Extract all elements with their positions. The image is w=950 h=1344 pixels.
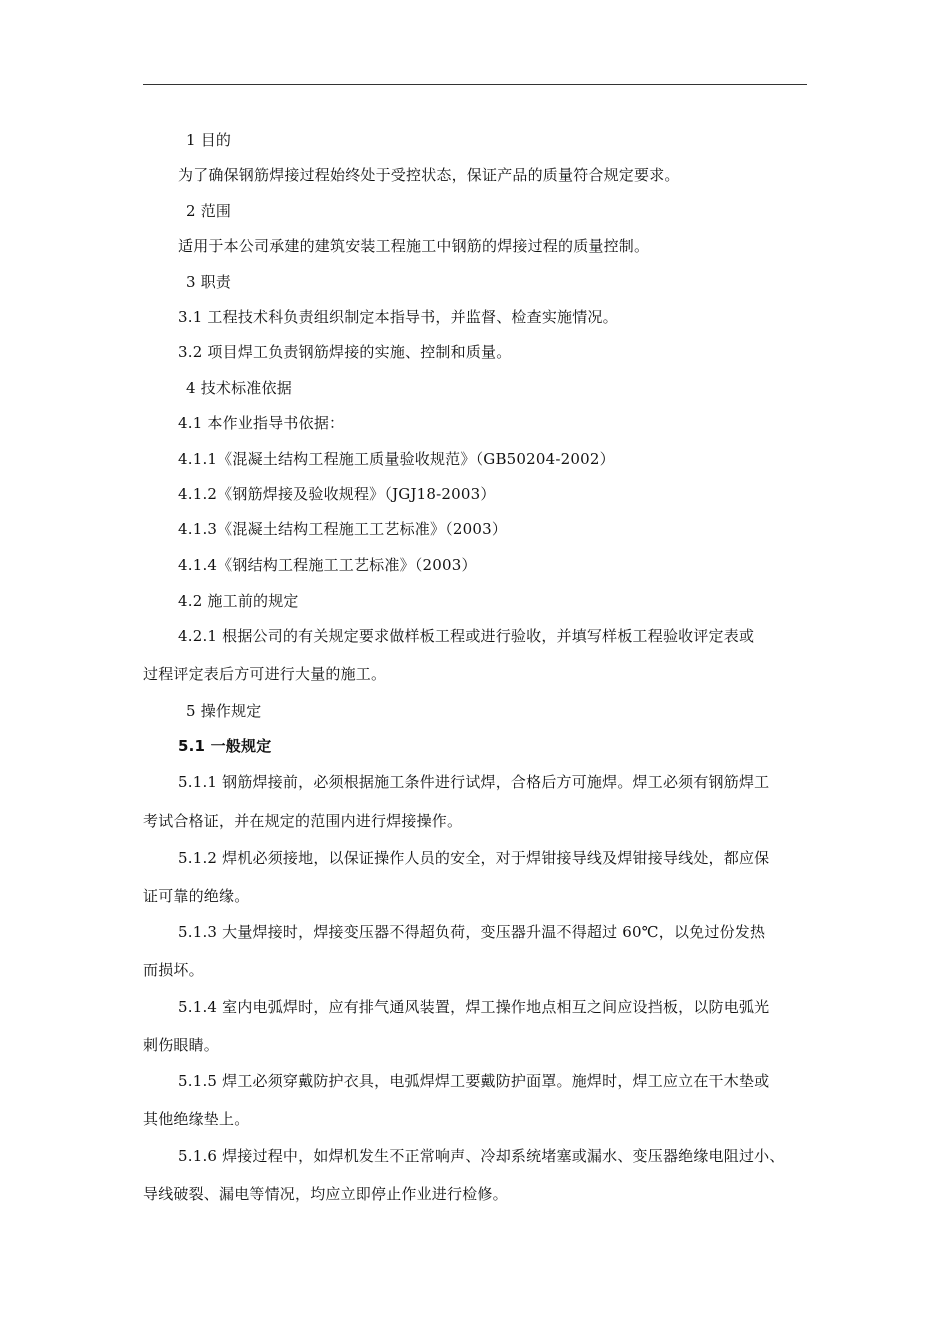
paragraph-5-1-6-line1: 5.1.6 焊接过程中，如焊机发生不正常响声、冷却系统堵塞或漏水、变压器绝缘电阻过小、 — [178, 1147, 785, 1165]
paragraph-4-2-1-line1: 4.2.1 根据公司的有关规定要求做样板工程或进行验收，并填写样板工程验收评定表或 — [178, 627, 755, 645]
header-rule — [143, 84, 807, 85]
paragraph-5-1-5-line2: 其他绝缘垫上。 — [143, 1110, 250, 1128]
paragraph-5-1-5-line1: 5.1.5 焊工必须穿戴防护衣具，电弧焊焊工要戴防护面罩。施焊时，焊工应立在干木垫或 — [178, 1072, 770, 1090]
paragraph-5-1-1-line2: 考试合格证，并在规定的范围内进行焊接操作。 — [143, 812, 463, 830]
paragraph-5-1-3-line2: 而损坏。 — [143, 961, 204, 979]
paragraph-4-2-1-line2: 过程评定表后方可进行大量的施工。 — [143, 665, 387, 683]
section-heading-purpose: 1 目的 — [186, 131, 232, 149]
paragraph-4-1-1: 4.1.1《混凝土结构工程施工质量验收规范》（GB50204-2002） — [178, 450, 615, 468]
paragraph-4-1-2: 4.1.2《钢筋焊接及验收规程》（JGJ18-2003） — [178, 485, 496, 503]
paragraph-5-1-6-line2: 导线破裂、漏电等情况，均应立即停止作业进行检修。 — [143, 1185, 508, 1203]
paragraph-4-1-4: 4.1.4《钢结构工程施工工艺标准》（2003） — [178, 556, 477, 574]
section-heading-standards: 4 技术标准依据 — [186, 379, 292, 397]
paragraph-purpose: 为了确保钢筋焊接过程始终处于受控状态，保证产品的质量符合规定要求。 — [178, 166, 680, 184]
paragraph-5-1-4-line2: 刺伤眼睛。 — [143, 1036, 220, 1054]
paragraph-4-1: 4.1 本作业指导书依据： — [178, 414, 345, 432]
paragraph-5-1-2-line2: 证可靠的绝缘。 — [143, 887, 250, 905]
section-heading-scope: 2 范围 — [186, 202, 232, 220]
paragraph-5-1-3-line1: 5.1.3 大量焊接时，焊接变压器不得超负荷，变压器升温不得超过 60℃，以免过份发热 — [178, 923, 766, 941]
paragraph-4-1-3: 4.1.3《混凝土结构工程施工工艺标准》（2003） — [178, 520, 508, 538]
section-heading-operation: 5 操作规定 — [186, 702, 262, 720]
section-heading-responsibility: 3 职责 — [186, 273, 232, 291]
paragraph-5-1-2-line1: 5.1.2 焊机必须接地，以保证操作人员的安全，对于焊钳接导线及焊钳接导线处，都应保 — [178, 849, 770, 867]
paragraph-5-1-1-line1: 5.1.1 钢筋焊接前，必须根据施工条件进行试焊，合格后方可施焊。焊工必须有钢筋焊工 — [178, 773, 770, 791]
paragraph-5-1-4-line1: 5.1.4 室内电弧焊时，应有排气通风装置，焊工操作地点相互之间应设挡板，以防电弧光 — [178, 998, 770, 1016]
subsection-heading-general: 5.1 一般规定 — [178, 737, 272, 755]
paragraph-scope: 适用于本公司承建的建筑安装工程施工中钢筋的焊接过程的质量控制。 — [178, 237, 650, 255]
paragraph-3-1: 3.1 工程技术科负责组织制定本指导书，并监督、检查实施情况。 — [178, 308, 618, 326]
paragraph-3-2: 3.2 项目焊工负责钢筋焊接的实施、控制和质量。 — [178, 343, 512, 361]
paragraph-4-2: 4.2 施工前的规定 — [178, 592, 299, 610]
